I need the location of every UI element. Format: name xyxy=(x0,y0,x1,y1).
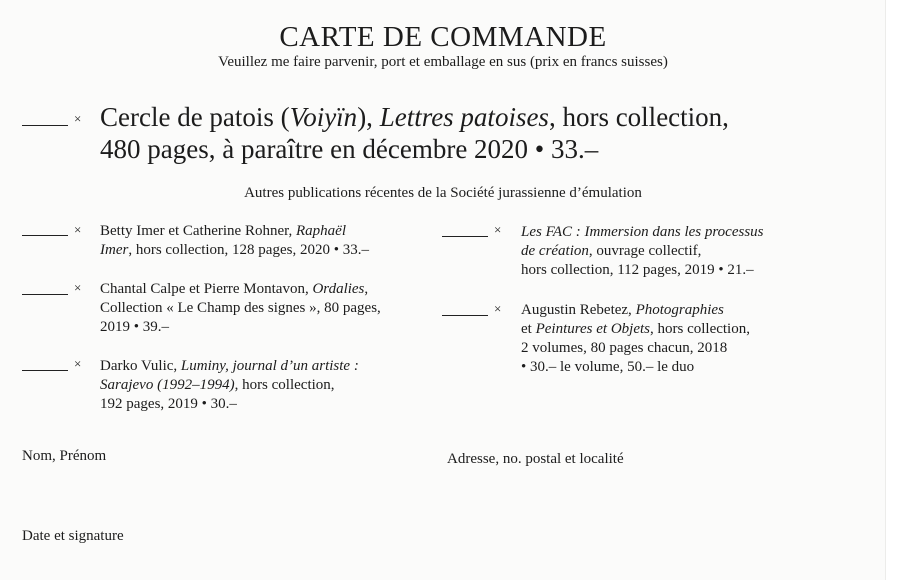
quantity-blank-item-1[interactable] xyxy=(22,235,68,236)
multiply-sign: × xyxy=(74,280,82,295)
quantity-blank-item-3[interactable] xyxy=(22,370,68,371)
card-subtitle: Veuillez me faire parvenir, port et emballage en sus (prix en francs suisses) xyxy=(218,54,668,70)
multiply-sign: × xyxy=(74,111,82,126)
multiply-sign: × xyxy=(494,301,502,316)
main-publication-line-1: Cercle de patois (Voiyïn), Lettres patoises, hors collection, xyxy=(100,102,729,132)
card-title: CARTE DE COMMANDE xyxy=(279,21,607,53)
name-field-label: Nom, Prénom xyxy=(22,448,107,464)
section-title: Autres publications récentes de la Société jurassienne d’émulation xyxy=(244,185,642,201)
page-edge xyxy=(886,0,900,580)
quantity-blank-item-4[interactable] xyxy=(442,236,488,237)
multiply-sign: × xyxy=(74,356,82,371)
address-field-label: Adresse, no. postal et localité xyxy=(447,451,624,467)
publication-item-3: Darko Vulic, Luminy, journal d’un artiste : Sarajevo (1992–1994), hors collection, 192 pages, 2019 • 30.– xyxy=(100,358,359,412)
publication-item-1: Betty Imer et Catherine Rohner, Raphaël Imer, hors collection, 128 pages, 2020 • 33.– xyxy=(100,223,369,258)
main-publication xyxy=(100,101,860,165)
quantity-blank-main[interactable] xyxy=(22,125,68,126)
quantity-blank-item-5[interactable] xyxy=(442,315,488,316)
date-signature-label: Date et signature xyxy=(22,528,124,544)
publication-item-5: Augustin Rebetez, Photographies et Peintures et Objets, hors collection, 2 volumes, 80 pages chacun, 2018 • 30.– le volume, 50.– le duo xyxy=(521,302,750,375)
publication-item-4: Les FAC : Immersion dans les processus de création, ouvrage collectif, hors collection, 112 pages, 2019 • 21.– xyxy=(521,224,764,278)
publication-item-2: Chantal Calpe et Pierre Montavon, Ordalies, Collection « Le Champ des signes », 80 pages, 2019 • 39.– xyxy=(100,281,381,335)
main-publication-line-2: 480 pages, à paraître en décembre 2020 • 33.– xyxy=(100,134,599,164)
multiply-sign: × xyxy=(494,222,502,237)
multiply-sign: × xyxy=(74,222,82,237)
quantity-blank-item-2[interactable] xyxy=(22,294,68,295)
